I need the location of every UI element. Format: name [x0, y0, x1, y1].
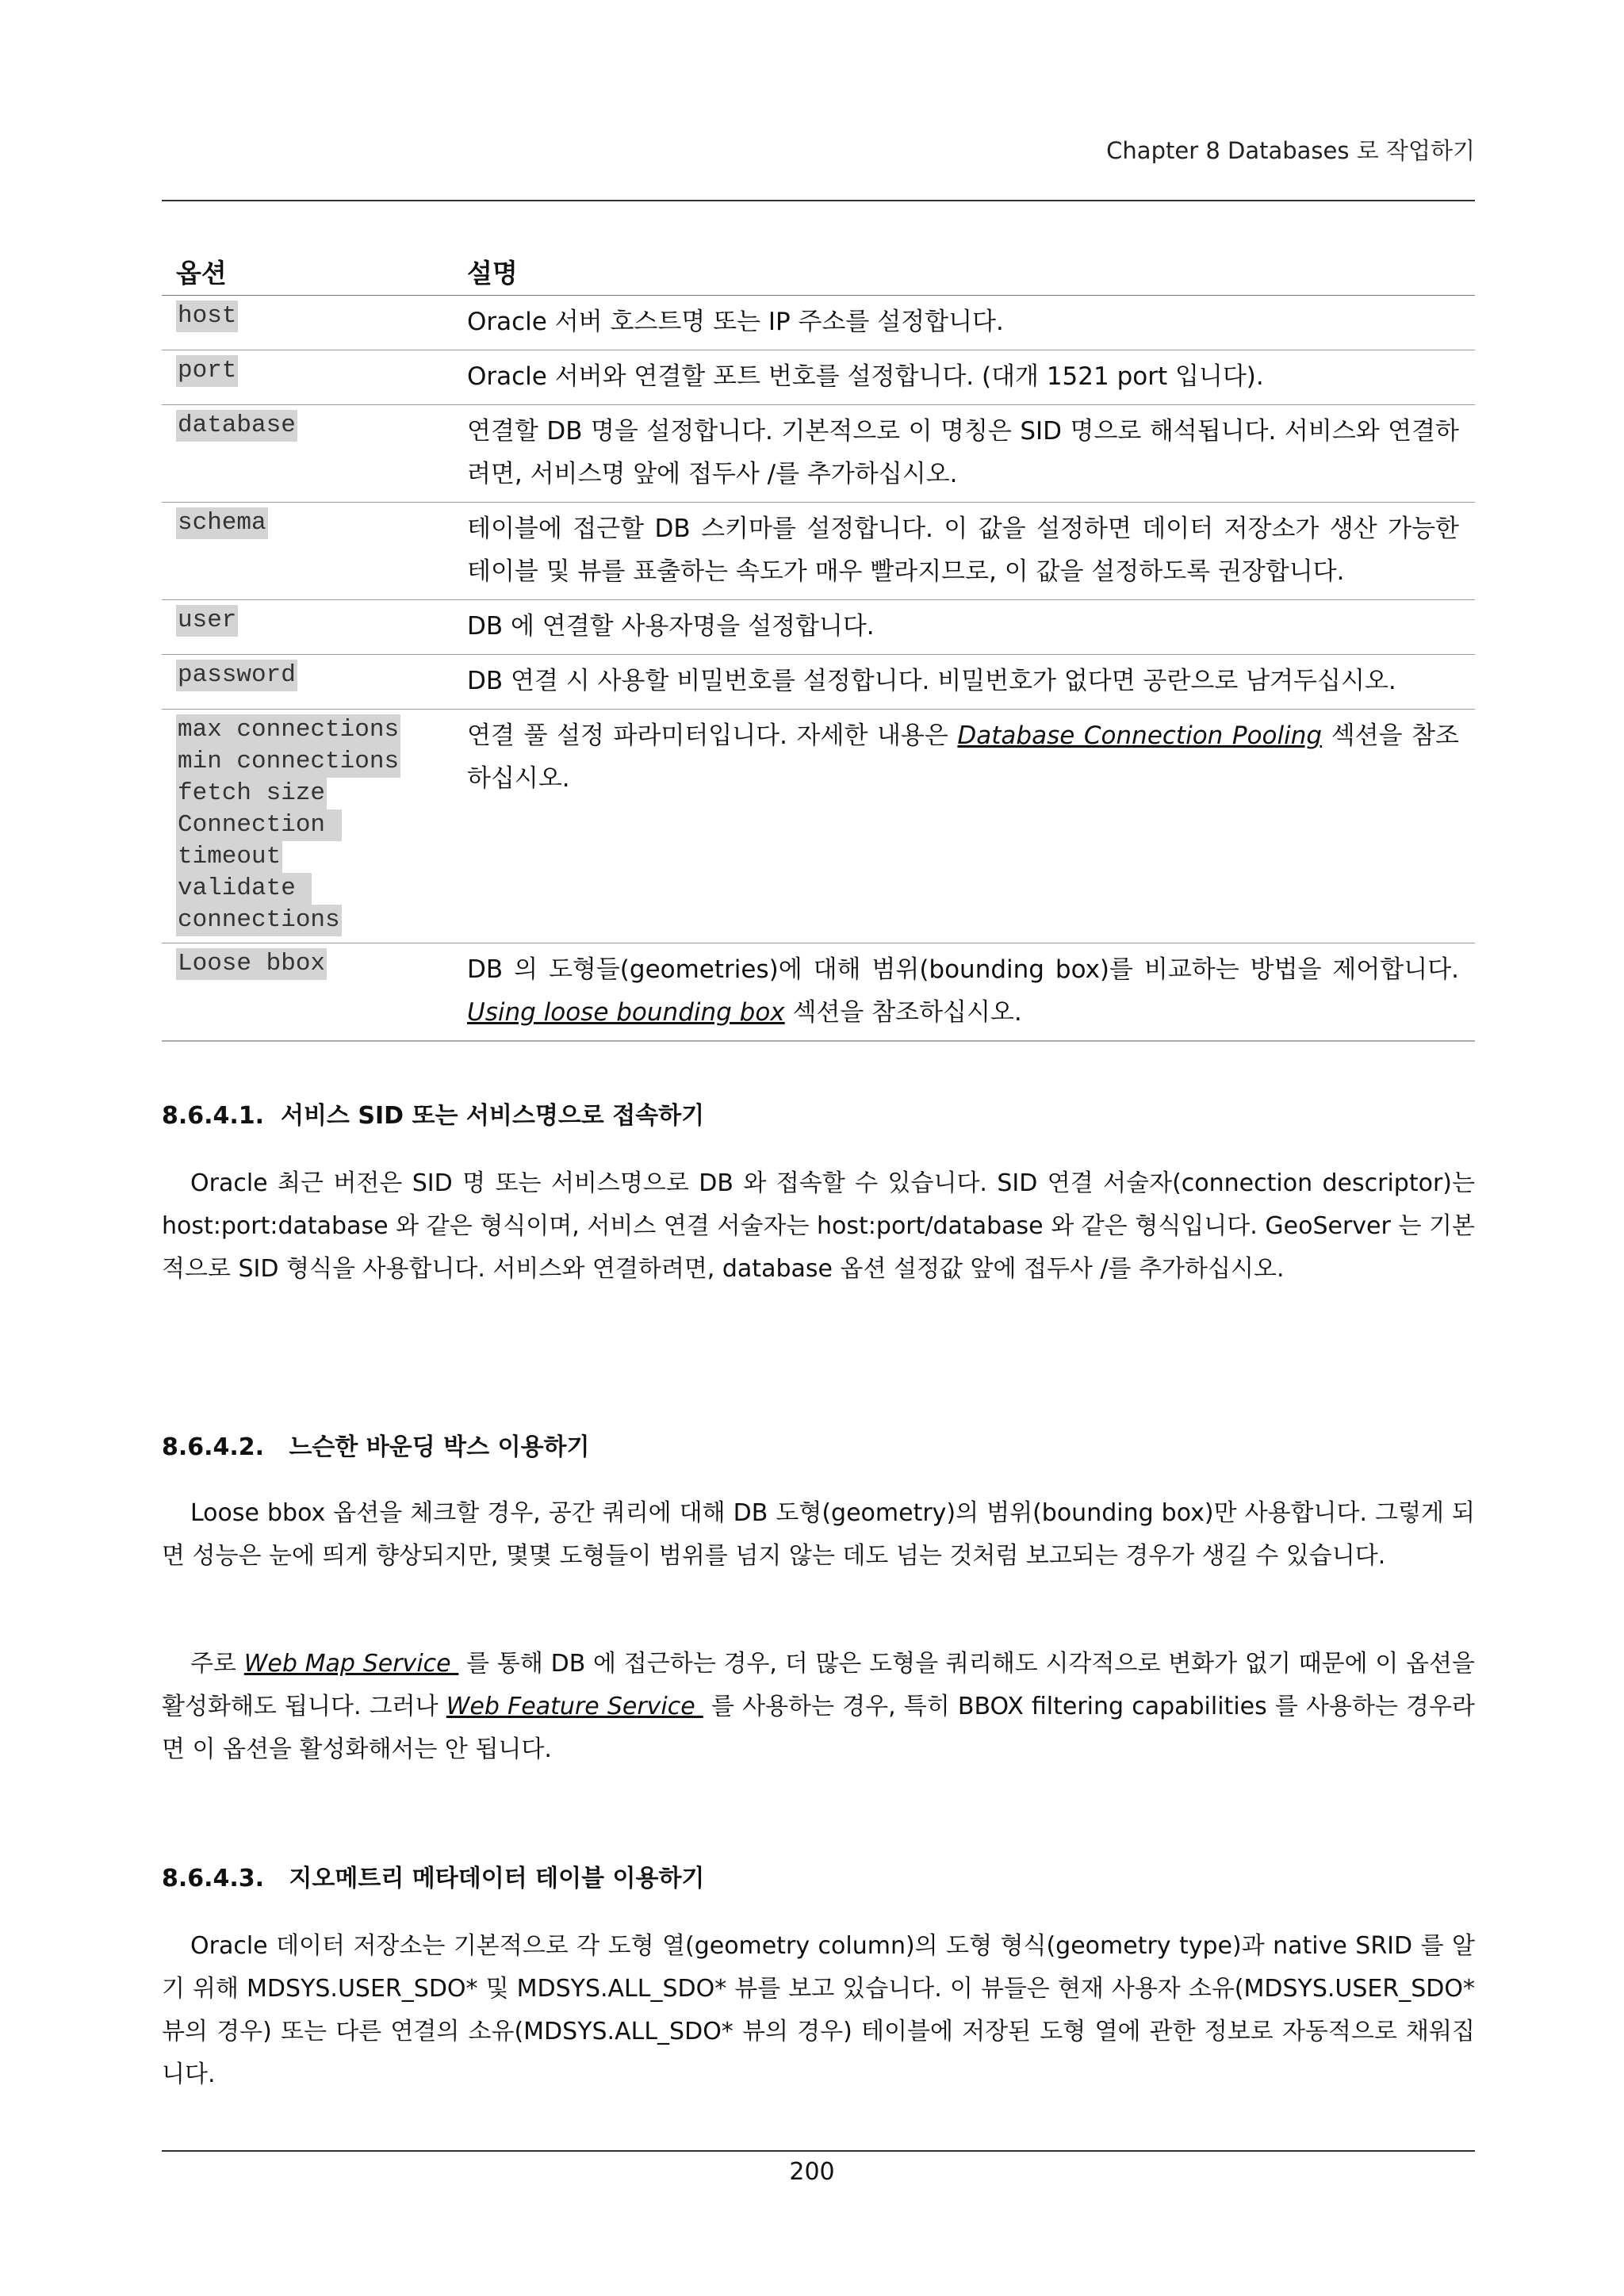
section-heading-8-6-4-2: 8.6.4.2. 느슨한 바운딩 박스 이용하기 — [162, 1433, 590, 1461]
option-name: database — [176, 410, 297, 442]
column-header-description: 설명 — [453, 246, 1475, 296]
option-cell — [162, 600, 453, 655]
header-rule — [162, 200, 1475, 201]
paragraph — [162, 1643, 1475, 1771]
description-text: 섹션을 참조하십시오. — [784, 998, 1022, 1027]
option-name: Loose bbox — [176, 948, 327, 980]
paragraph-text: 를 통해 DB 에 접근하는 경우, 더 많은 도형을 쿼리해도 시각적으로 변화가 없기 때문에 이 옵션을 활성화해도 됩니다. 그러나 — [162, 1650, 1476, 1720]
description-cell — [453, 943, 1475, 1042]
option-name: connections — [176, 905, 342, 936]
table-row — [162, 405, 1475, 503]
option-name: port — [176, 355, 238, 387]
option-cell — [162, 655, 453, 710]
paragraph: Oracle 데이터 저장소는 기본적으로 각 도형 열(geometry column)의 도형 형식(geometry type)과 native SRID 를 알기 위해 MDSYS.USER_SDO* 및 MDSYS.ALL_SDO* 뷰를 보고 있습니다. 이 뷰들은 현재 사용자 소유(MDSYS.USER_SDO* 뷰의 경우) 또는 다른 연결의 소유(MDSYS.ALL_SDO* 뷰의 경우) 테이블에 저장된 도형 열에 관한 정보로 자동적으로 채워집니다. — [162, 1932, 1475, 2088]
section-heading-8-6-4-1: 8.6.4.1. 서비스 SID 또는 서비스명으로 접속하기 — [162, 1102, 705, 1130]
option-cell — [162, 943, 453, 1042]
description-cell: DB 연결 시 사용할 비밀번호를 설정합니다. 비밀번호가 없다면 공란으로 남겨두십시오. — [453, 655, 1475, 710]
table-row — [162, 600, 1475, 655]
table-row — [162, 296, 1475, 350]
options-table — [162, 246, 1475, 1042]
description-cell: Oracle 서버와 연결할 포트 번호를 설정합니다. (대개 1521 port 입니다). — [453, 350, 1475, 405]
section-heading-8-6-4-3: 8.6.4.3. 지오메트리 메타데이터 테이블 이용하기 — [162, 1865, 705, 1892]
page-number: 200 — [789, 2158, 835, 2186]
option-cell — [162, 405, 453, 503]
option-name: validate — [176, 873, 312, 905]
option-name: min connections — [176, 746, 400, 778]
link-using-loose-bounding-box[interactable]: Using loose bounding box — [467, 998, 785, 1027]
paragraph: Oracle 최근 버전은 SID 명 또는 서비스명으로 DB 와 접속할 수 있습니다. SID 연결 서술자(connection descriptor)는 host:port:database 와 같은 형식이며, 서비스 연결 서술자는 host:port/database 와 같은 형식입니다. GeoServer 는 기본적으로 SID 형식을 사용합니다. 서비스와 연결하려면, database 옵션 설정값 앞에 접두사 /를 추가하십시오. — [162, 1169, 1475, 1283]
description-cell: 테이블에 접근할 DB 스키마를 설정합니다. 이 값을 설정하면 데이터 저장소가 생산 가능한 테이블 및 뷰를 표출하는 속도가 매우 빨라지므로, 이 값을 설정하도록 권장합니다. — [453, 503, 1475, 600]
option-cell — [162, 710, 453, 943]
link-web-feature-service[interactable]: Web Feature Service — [446, 1693, 703, 1720]
table-row — [162, 943, 1475, 1042]
option-cell — [162, 350, 453, 405]
link-web-map-service[interactable]: Web Map Service — [243, 1650, 459, 1678]
option-name: schema — [176, 507, 268, 539]
paragraph-text: 주로 — [190, 1650, 244, 1678]
description-cell — [453, 710, 1475, 943]
paragraph: Loose bbox 옵션을 체크할 경우, 공간 쿼리에 대해 DB 도형(geometry)의 범위(bounding box)만 사용합니다. 그렇게 되면 성능은 눈에 띄게 향상되지만, 몇몇 도형들이 범위를 넘지 않는 데도 넘는 것처럼 보고되는 경우가 생길 수 있습니다. — [162, 1499, 1475, 1570]
table-row — [162, 655, 1475, 710]
table-row — [162, 710, 1475, 943]
link-database-connection-pooling[interactable]: Database Connection Pooling — [957, 721, 1323, 750]
option-name: timeout — [176, 841, 282, 873]
column-header-option: 옵션 — [162, 246, 453, 296]
table-header-row — [162, 246, 1475, 296]
option-name: host — [176, 300, 238, 332]
description-cell: 연결할 DB 명을 설정합니다. 기본적으로 이 명칭은 SID 명으로 해석됩니다. 서비스와 연결하려면, 서비스명 앞에 접두사 /를 추가하십시오. — [453, 405, 1475, 503]
description-text: 섹션을 참조하십시오. — [467, 721, 1459, 793]
running-header: Chapter 8 Databases 로 작업하기 — [1106, 137, 1475, 164]
description-cell: Oracle 서버 호스트명 또는 IP 주소를 설정합니다. — [453, 296, 1475, 350]
option-name: max connections — [176, 714, 400, 746]
paragraph-text: 를 사용하는 경우, 특히 BBOX filtering capabilities 를 사용하는 경우라면 이 옵션을 활성화해서는 안 됩니다. — [162, 1693, 1475, 1763]
footer-rule — [162, 2150, 1475, 2152]
option-cell — [162, 503, 453, 600]
option-name: password — [176, 660, 297, 691]
option-name: user — [176, 605, 238, 637]
table-row — [162, 350, 1475, 405]
description-cell: DB 에 연결할 사용자명을 설정합니다. — [453, 600, 1475, 655]
option-name: Connection — [176, 809, 342, 841]
description-text: DB 의 도형들(geometries)에 대해 범위(bounding box)를 비교하는 방법을 제어합니다. — [467, 955, 1459, 984]
option-name: fetch size — [176, 778, 327, 809]
option-cell — [162, 296, 453, 350]
description-text: 연결 풀 설정 파라미터입니다. 자세한 내용은 — [467, 721, 958, 750]
table-row — [162, 503, 1475, 600]
